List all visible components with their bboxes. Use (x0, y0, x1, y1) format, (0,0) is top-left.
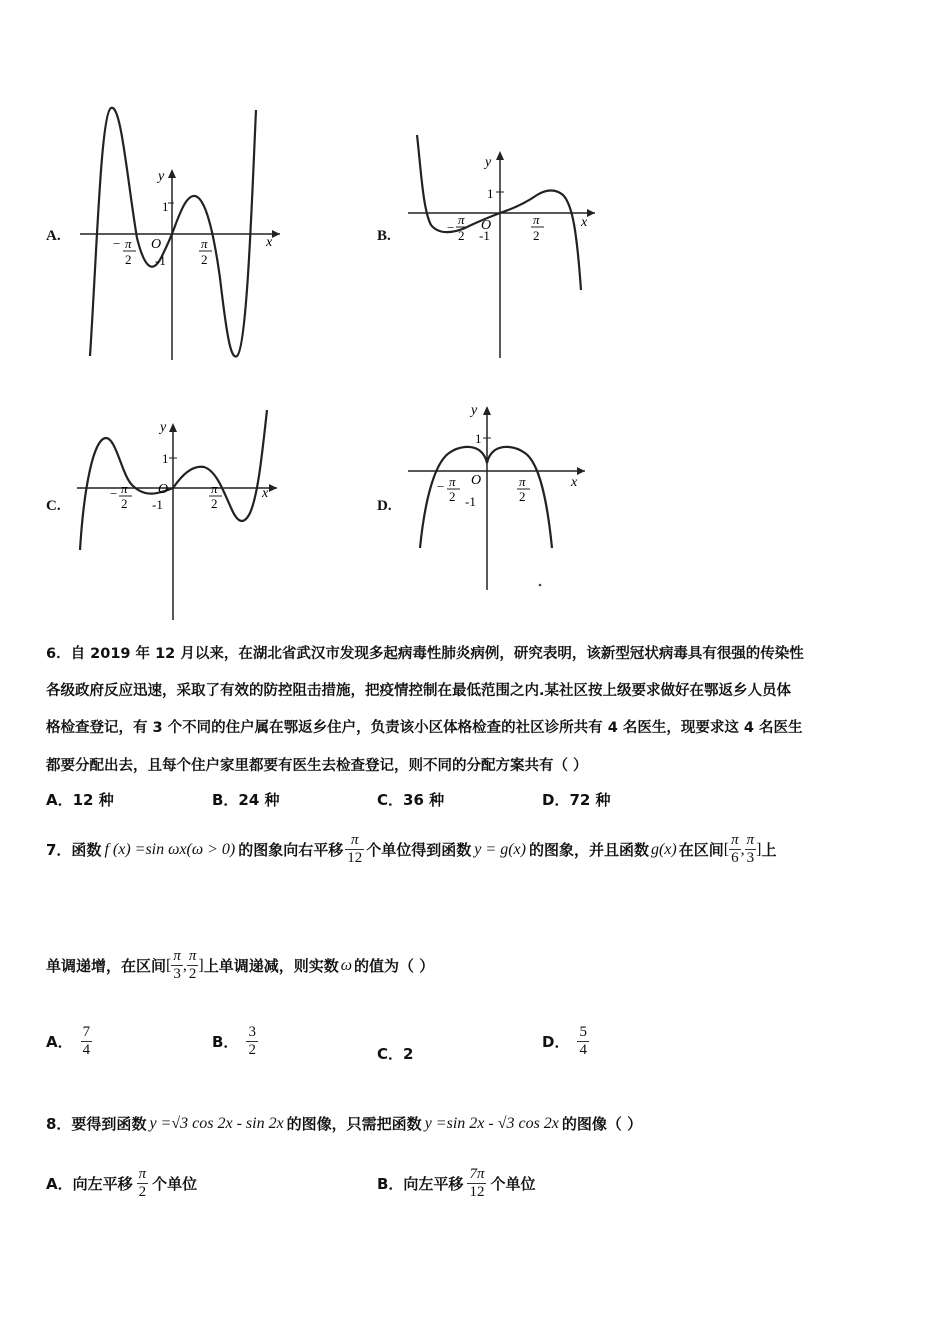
frac-num: π (188, 948, 197, 964)
q8-option-b[interactable] (377, 1166, 535, 1201)
y-axis-arrow (496, 151, 504, 160)
frac-den: 3 (746, 850, 755, 866)
label-1: 1 (162, 451, 169, 466)
q7-g-short: g(x) (650, 840, 677, 858)
option-value: 2 (403, 1045, 414, 1063)
x-axis-arrow (272, 230, 280, 238)
bracket: [ (166, 956, 172, 974)
q6-line-4: 都要分配出去，且每个住户家里都要有医生去检查登记，则不同的分配方案共有（ ） (46, 758, 588, 774)
pi-den-neg: 2 (458, 228, 465, 243)
minus-sign: − (110, 486, 118, 501)
bracket: ] (198, 956, 204, 974)
label-1: 1 (162, 199, 169, 214)
q7-option-c[interactable] (377, 1044, 413, 1064)
frac-num: π (345, 832, 364, 850)
option-b-label: B. (377, 228, 391, 244)
q7-int1-a (729, 832, 741, 867)
option-label: B．向左平移 (377, 1174, 464, 1193)
q8-text-2: 的图像，只需把函数 (286, 1115, 422, 1133)
q7-option-b[interactable] (212, 1024, 258, 1059)
q8-f1: y =√3 cos 2x - sin 2x (149, 1115, 284, 1132)
option-d-label: D. (377, 498, 392, 514)
frac-num: 7 (82, 1024, 91, 1040)
frac-num: 3 (248, 1024, 256, 1040)
q8-text-1: 8．要得到函数 (46, 1115, 147, 1133)
q7-int2-a (171, 948, 183, 983)
y-axis-arrow (169, 423, 177, 432)
frac-num: 5 (579, 1024, 587, 1040)
label-y: y (485, 155, 492, 170)
option-unit: 个单位 (152, 1174, 198, 1193)
minus-sign: − (437, 479, 445, 494)
q8-f2: y =sin 2x - √3 cos 2x (424, 1115, 559, 1132)
q7-line-2 (46, 948, 434, 983)
pi-num-neg: π (449, 474, 456, 489)
frac-den: 12 (347, 850, 363, 866)
pi-num-pos: π (533, 212, 540, 227)
curve-d (420, 447, 552, 548)
q7-option-d[interactable] (542, 1024, 589, 1059)
frac-den: 4 (579, 1042, 587, 1058)
graph-a (75, 98, 285, 363)
option-label: C． (377, 1045, 404, 1063)
option-label: B． (212, 1032, 239, 1051)
label-neg1: -1 (155, 253, 166, 268)
minus-sign: − (113, 236, 121, 251)
q7-opt-b-frac (246, 1024, 258, 1059)
comma: , (182, 956, 187, 974)
minus-sign: − (447, 220, 455, 235)
q8-text-3: 的图像（ ） (561, 1115, 643, 1133)
option-unit: 个单位 (490, 1174, 536, 1193)
frac-den: 2 (248, 1042, 256, 1058)
q7-g-expr: y = g(x) (474, 840, 526, 858)
label-x: x (262, 486, 269, 501)
graph-d (405, 398, 600, 598)
q6-option-d[interactable]: D．72 种 (542, 791, 611, 809)
pi-den-pos: 2 (533, 228, 540, 243)
option-label: A．向左平移 (46, 1174, 133, 1193)
label-y: y (158, 169, 165, 184)
q8-option-a[interactable] (46, 1166, 197, 1201)
q7-text-6: 上 (761, 840, 777, 859)
q7-shift-frac (345, 832, 364, 867)
frac-den: 2 (188, 966, 197, 982)
bracket: ] (756, 840, 762, 858)
curve-a (90, 108, 256, 357)
frac-den: 2 (138, 1184, 147, 1200)
comma: , (740, 840, 745, 858)
q6-line-2: 各级政府反应迅速，采取了有效的防控阻击措施，把疫情控制在最低范围之内.某社区按上级要求做好在鄂返乡人员体 (46, 683, 792, 699)
label-x: x (266, 235, 273, 250)
q7-line-1 (46, 832, 776, 867)
label-neg1: -1 (152, 497, 163, 512)
q6-option-b[interactable]: B．24 种 (212, 791, 280, 809)
q7-opt-d-frac (577, 1024, 589, 1059)
label-origin: O (151, 237, 162, 252)
pi-den-pos: 2 (211, 496, 218, 511)
label-1: 1 (475, 431, 482, 446)
frac-num: π (731, 832, 739, 848)
label-origin: O (158, 482, 169, 497)
x-axis-arrow (577, 467, 585, 475)
q8-line-1 (46, 1114, 642, 1134)
frac-num: π (138, 1166, 147, 1182)
pi-num-pos: π (201, 236, 208, 251)
y-axis-arrow (168, 169, 176, 178)
q7-text-4: 的图象，并且函数 (528, 840, 649, 859)
speck (539, 584, 542, 587)
q7-text-1: 7．函数 (46, 840, 102, 859)
q6-option-c[interactable]: C．36 种 (377, 791, 445, 809)
option-label: A． (46, 1032, 73, 1051)
frac-num: π (746, 832, 755, 848)
pi-den-neg: 2 (121, 496, 128, 511)
frac-den: 6 (731, 850, 739, 866)
bracket: [ (723, 840, 730, 858)
x-axis-arrow (269, 484, 277, 492)
pi-den-neg: 2 (125, 252, 132, 267)
frac-num: 7π (469, 1166, 485, 1182)
label-1: 1 (487, 186, 494, 201)
q6-option-a[interactable]: A．12 种 (46, 791, 114, 809)
q7-text-9: 的值为（ ） (354, 956, 435, 975)
q7-omega: ω (340, 956, 353, 974)
q7-opt-a-frac (81, 1024, 93, 1059)
frac-num: π (173, 948, 181, 964)
pi-num-pos: π (211, 481, 218, 496)
graph-b (405, 130, 600, 365)
q7-f-expr: f (x) =sin ωx(ω > 0) (104, 840, 236, 858)
pi-num-neg: π (458, 212, 465, 227)
pi-den-pos: 2 (201, 252, 208, 267)
q7-text-8: 上单调递减，则实数 (203, 956, 339, 975)
q7-int2-b (187, 948, 199, 983)
q7-text-7: 单调递增，在区间 (46, 956, 167, 975)
q7-int1-b (745, 832, 757, 867)
q6-line-1: 6．自 2019 年 12 月以来，在湖北省武汉市发现多起病毒性肺炎病例，研究表明，该新型冠状病毒具有很强的传染性 (46, 646, 804, 662)
frac-den: 4 (82, 1042, 91, 1058)
q8-opt-a-frac (137, 1166, 149, 1201)
label-origin: O (481, 218, 492, 233)
q8-opt-b-frac (467, 1166, 486, 1201)
q7-text-5: 在区间 (678, 840, 724, 859)
option-label: D． (542, 1032, 570, 1051)
x-axis-arrow (587, 209, 595, 217)
pi-num-neg: π (121, 481, 128, 496)
label-neg1: -1 (479, 228, 490, 243)
graph-c (72, 405, 282, 625)
q7-text-3: 个单位得到函数 (366, 840, 472, 859)
label-y: y (160, 420, 167, 435)
pi-den-neg: 2 (449, 489, 456, 504)
q6-line-3: 格检查登记，有 3 个不同的住户属在鄂返乡住户，负责该小区体格检查的社区诊所共有 4 名医生，现要求这 4 名医生 (46, 720, 803, 736)
q7-option-a[interactable] (46, 1024, 92, 1059)
pi-den-pos: 2 (519, 489, 526, 504)
label-y: y (471, 403, 478, 418)
q7-text-2: 的图象向右平移 (238, 840, 344, 859)
option-c-label: C. (46, 498, 61, 514)
pi-num-neg: π (125, 236, 132, 251)
pi-num-pos: π (519, 474, 526, 489)
label-origin: O (471, 473, 482, 488)
label-neg1: -1 (465, 494, 476, 509)
label-x: x (581, 215, 588, 230)
option-a-label: A. (46, 228, 61, 244)
frac-den: 3 (173, 966, 181, 982)
frac-den: 12 (469, 1184, 485, 1200)
label-x: x (571, 475, 578, 490)
y-axis-arrow (483, 406, 491, 415)
